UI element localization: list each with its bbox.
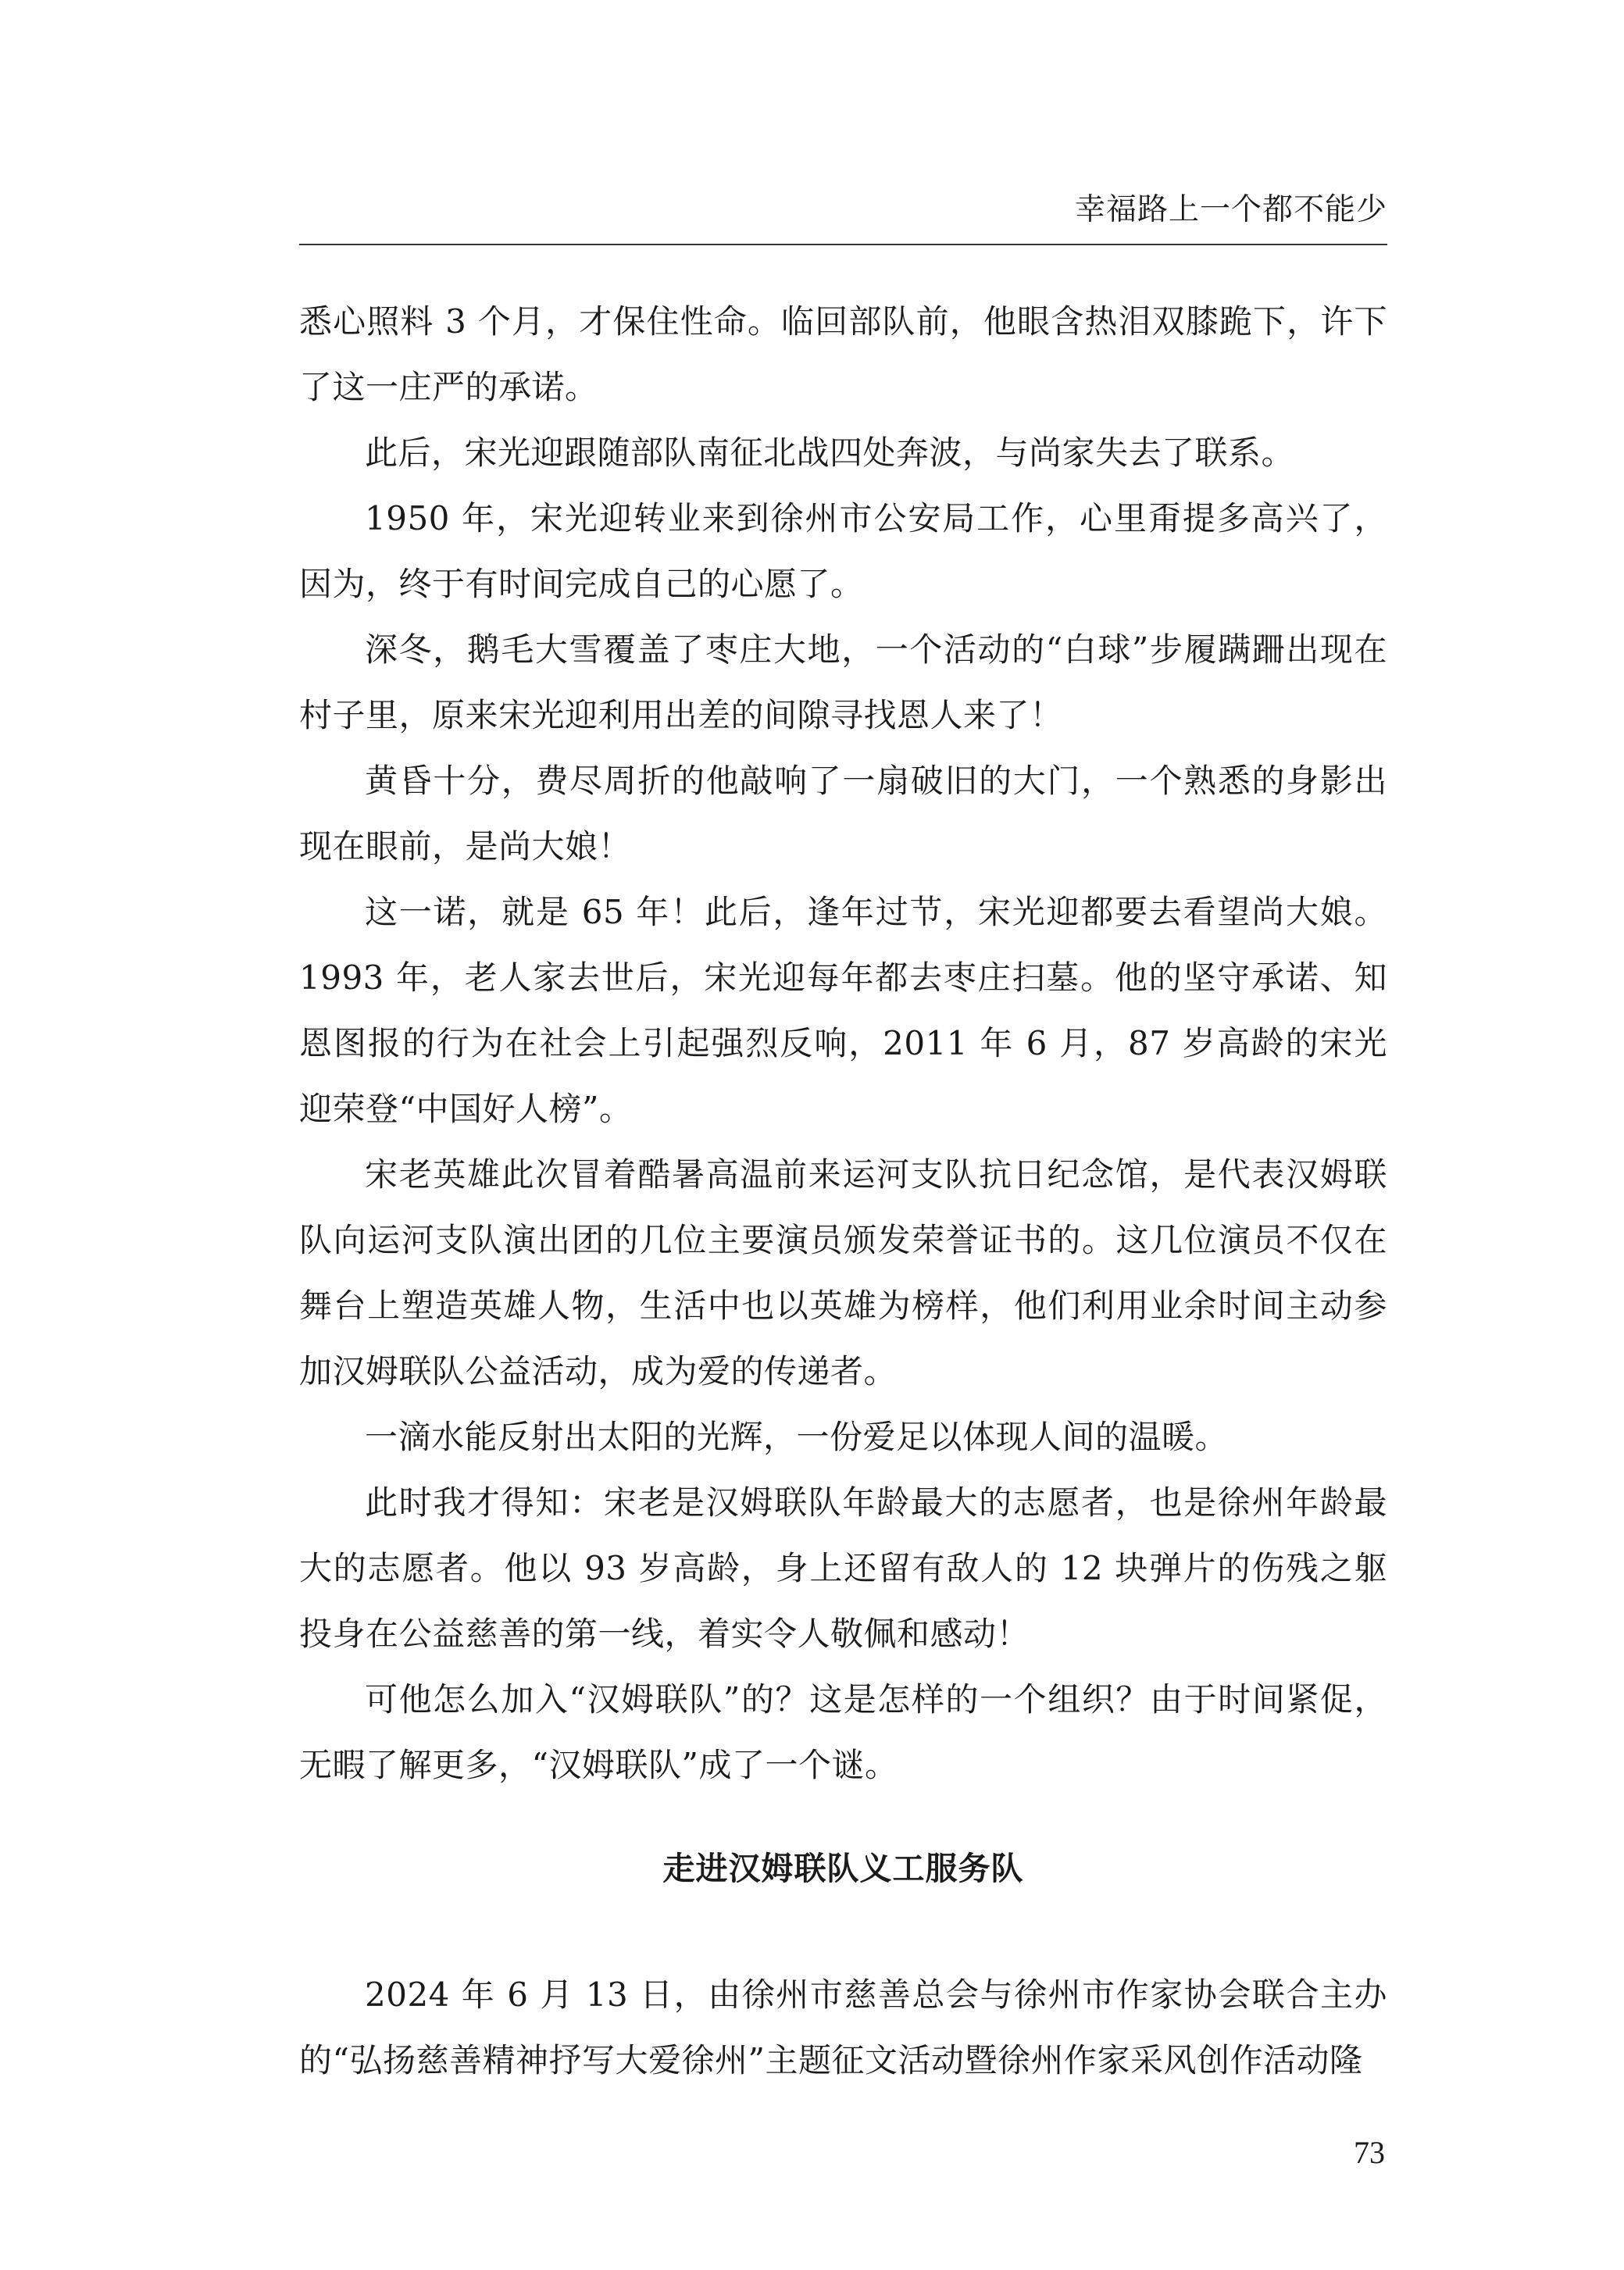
- section-heading: 走进汉姆联队义工服务队: [662, 1850, 1024, 1887]
- paragraph: 2024 年 6 月 13 日，由徐州市慈善总会与徐州市作家协会联合主办的“弘扬慈善精神抒写大爱徐州”主题征文活动暨徐州作家采风创作活动隆: [299, 1976, 1387, 2079]
- page-number: 73: [1354, 2135, 1385, 2170]
- paragraph: 可他怎么加入“汉姆联队”的？这是怎样的一个组织？由于时间紧促，无暇了解更多，“汉姆联队”成了一个谜。: [299, 1680, 1387, 1784]
- header-rule: [299, 244, 1387, 245]
- paragraph: 一滴水能反射出太阳的光辉，一份爱足以体现人间的温暖。: [365, 1418, 1229, 1456]
- paragraph: 这一诺，就是 65 年！此后，逢年过节，宋光迎都要去看望尚大娘。1993 年，老人家去世后，宋光迎每年都去枣庄扫墓。他的坚守承诺、知恩图报的行为在社会上引起强烈反响，2011 年 6 月，87 岁高龄的宋光迎荣登“中国好人榜”。: [299, 893, 1387, 1128]
- paragraph: 宋老英雄此次冒着酷暑高温前来运河支队抗日纪念馆，是代表汉姆联队向运河支队演出团的几位主要演员颁发荣誉证书的。这几位演员不仅在舞台上塑造英雄人物，生活中也以英雄为榜样，他们利用业余时间主动参加汉姆联队公益活动，成为爱的传递者。: [299, 1155, 1387, 1390]
- paragraph: 深冬，鹅毛大雪覆盖了枣庄大地，一个活动的“白球”步履蹒跚出现在村子里，原来宋光迎利用出差的间隙寻找恩人来了！: [299, 630, 1387, 734]
- paragraph: 黄昏十分，费尽周折的他敲响了一扇破旧的大门，一个熟悉的身影出现在眼前，是尚大娘！: [299, 762, 1387, 866]
- paragraph: 此时我才得知：宋老是汉姆联队年龄最大的志愿者，也是徐州年龄最大的志愿者。他以 93 岁高龄，身上还留有敌人的 12 块弹片的伤残之躯投身在公益慈善的第一线，着实令人敬佩和感动！: [299, 1483, 1387, 1653]
- body-text: [299, 289, 1387, 2093]
- paragraph: 悉心照料 3 个月，才保住性命。临回部队前，他眼含热泪双膝跪下，许下了这一庄严的承诺。: [299, 302, 1387, 406]
- running-head: 幸福路上一个都不能少: [1074, 192, 1387, 227]
- paragraph: 1950 年，宋光迎转业来到徐州市公安局工作，心里甭提多高兴了，因为，终于有时间完成自己的心愿了。: [299, 499, 1387, 603]
- paragraph: 此后，宋光迎跟随部队南征北战四处奔波，与尚家失去了联系。: [365, 434, 1295, 472]
